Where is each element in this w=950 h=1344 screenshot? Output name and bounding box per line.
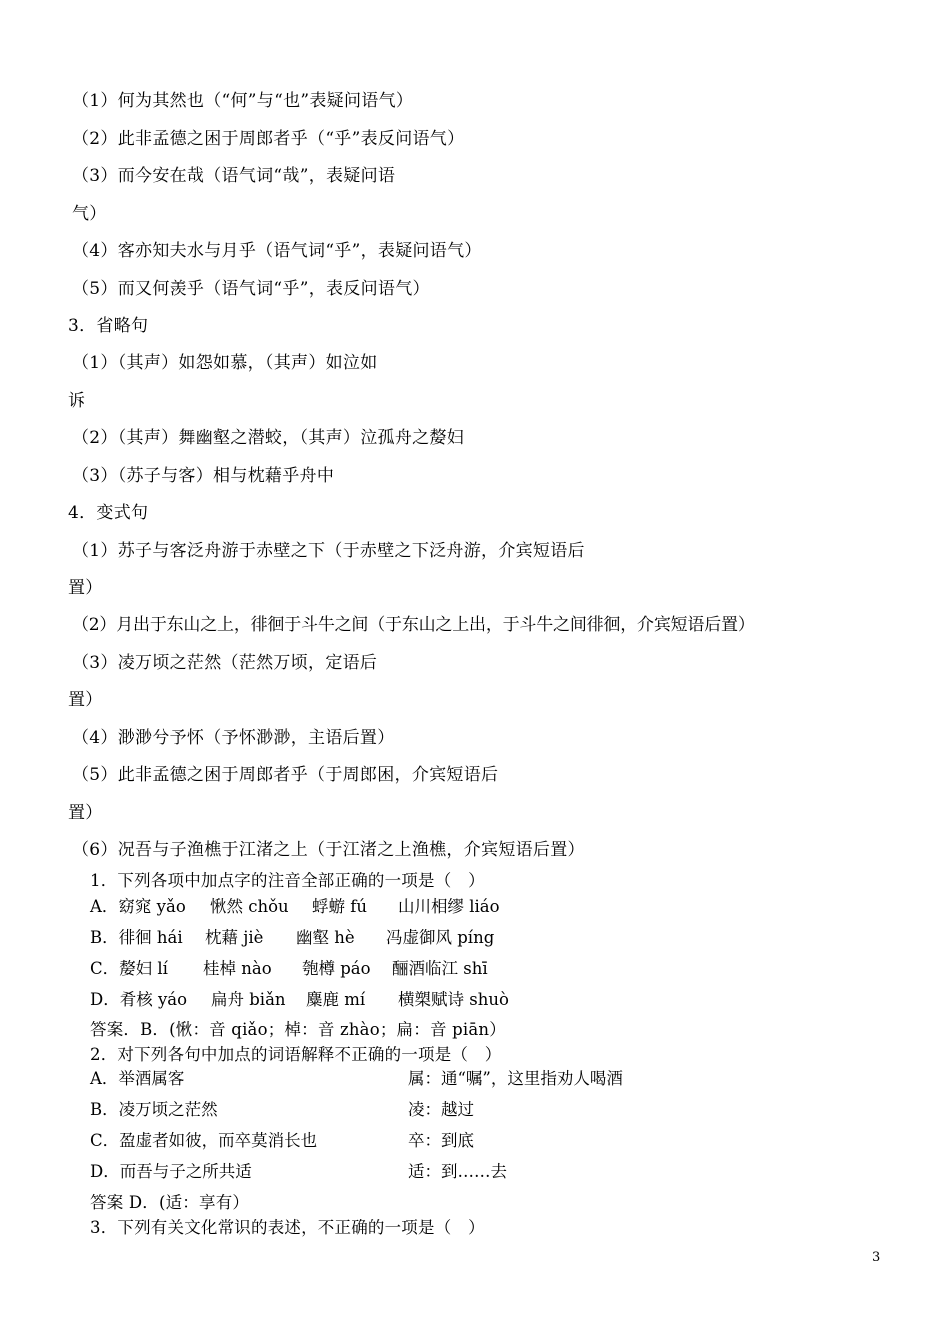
q1-option-d: D．肴核 yáo bbox=[90, 990, 188, 1009]
text-line: （1）（其声）如怨如慕，（其声）如泣如 bbox=[72, 353, 378, 373]
q1-option-d: 麋鹿 mí bbox=[306, 990, 366, 1009]
q2-option-a-explanation: 属：通“嘱”，这里指劝人喝酒 bbox=[408, 1069, 623, 1088]
q2-option-a: A．举酒属客 bbox=[90, 1069, 185, 1088]
text-line: （4）客亦知夫水与月乎（语气词“乎”，表疑问语气） bbox=[72, 241, 482, 261]
q1-option-c: 酾酒临江 shī bbox=[392, 959, 488, 978]
q2-option-c-explanation: 卒：到底 bbox=[408, 1131, 474, 1150]
text-line: （3）凌万顷之茫然（茫然万顷，定语后 bbox=[72, 653, 378, 673]
q1-option-a: 蜉蝣 fú bbox=[312, 897, 367, 916]
q1-option-b: 幽壑 hè bbox=[296, 928, 355, 947]
text-line: （3）而今安在哉（语气词“哉”，表疑问语 bbox=[72, 166, 396, 186]
q2-option-d: D．而吾与子之所共适 bbox=[90, 1162, 252, 1181]
q1-option-c: C．嫠妇 lí bbox=[90, 959, 168, 978]
text-line: 置） bbox=[68, 578, 103, 598]
section-heading: 4．变式句 bbox=[68, 503, 149, 523]
q1-option-a: 愀然 chǒu bbox=[210, 897, 289, 916]
question-1-answer: 答案．B．(愀：音 qiǎo；棹：音 zhào；扁：音 piān） bbox=[90, 1020, 506, 1039]
q2-option-b-explanation: 凌：越过 bbox=[408, 1100, 474, 1119]
q1-option-d: 横槊赋诗 shuò bbox=[398, 990, 509, 1009]
text-line: 置） bbox=[68, 690, 103, 710]
text-line: 诉 bbox=[68, 391, 86, 411]
q1-option-b: B．徘徊 hái bbox=[90, 928, 183, 947]
page-number: 3 bbox=[872, 1250, 881, 1265]
text-line: （2）此非孟德之困于周郎者乎（“乎”表反问语气） bbox=[72, 129, 465, 149]
text-line: （2）（其声）舞幽壑之潜蛟，（其声）泣孤舟之嫠妇 bbox=[72, 428, 465, 448]
text-line: （1）何为其然也（“何”与“也”表疑问语气） bbox=[72, 91, 414, 111]
q2-option-b: B．凌万顷之茫然 bbox=[90, 1100, 218, 1119]
q1-option-a: A．窈窕 yǎo bbox=[90, 897, 186, 916]
text-line: （1）苏子与客泛舟游于赤壁之下（于赤壁之下泛舟游，介宾短语后 bbox=[72, 541, 585, 561]
q1-option-b: 冯虚御风 píng bbox=[386, 928, 495, 947]
text-line: （3）（苏子与客）相与枕藉乎舟中 bbox=[72, 466, 335, 486]
text-line: （2）月出于东山之上，徘徊于斗牛之间（于东山之上出，于斗牛之间徘徊，介宾短语后置） bbox=[72, 615, 755, 635]
q2-option-c: C．盈虚者如彼，而卒莫消长也 bbox=[90, 1131, 318, 1150]
text-line: （6）况吾与子渔樵于江渚之上（于江渚之上渔樵，介宾短语后置） bbox=[72, 840, 585, 860]
section-heading: 3．省略句 bbox=[68, 316, 149, 336]
q1-option-a: 山川相缪 liáo bbox=[398, 897, 500, 916]
text-line: （4）渺渺兮予怀（予怀渺渺，主语后置） bbox=[72, 728, 395, 748]
text-line: （5）此非孟德之困于周郎者乎（于周郎困，介宾短语后 bbox=[72, 765, 499, 785]
q1-option-b: 枕藉 jiè bbox=[205, 928, 264, 947]
q2-option-d-explanation: 适：到……去 bbox=[408, 1162, 507, 1181]
question-2-stem: 2．对下列各句中加点的词语解释不正确的一项是（ ） bbox=[90, 1045, 502, 1064]
question-3-stem: 3．下列有关文化常识的表述，不正确的一项是（ ） bbox=[90, 1218, 485, 1237]
text-line: 置） bbox=[68, 803, 103, 823]
text-line: 气） bbox=[72, 204, 107, 224]
question-2-answer: 答案 D．(适：享有） bbox=[90, 1193, 250, 1212]
q1-option-c: 匏樽 páo bbox=[302, 959, 371, 978]
q1-option-d: 扁舟 biǎn bbox=[211, 990, 286, 1009]
question-1-stem: 1．下列各项中加点字的注音全部正确的一项是（ ） bbox=[90, 871, 485, 890]
text-line: （5）而又何羡乎（语气词“乎”，表反问语气） bbox=[72, 279, 430, 299]
q1-option-c: 桂棹 nào bbox=[203, 959, 272, 978]
